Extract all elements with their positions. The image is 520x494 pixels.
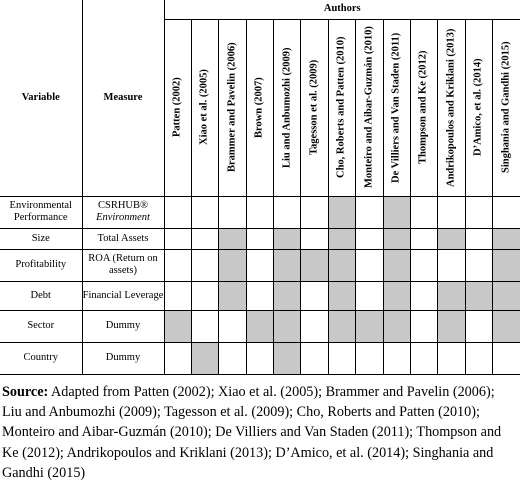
empty-cell	[493, 196, 520, 228]
variable-cell: Country	[0, 342, 82, 374]
marked-cell	[493, 281, 520, 310]
empty-cell	[410, 310, 437, 342]
author-header: Brammer and Pavelin (2006)	[219, 19, 246, 196]
marked-cell	[328, 249, 355, 281]
empty-cell	[301, 228, 328, 249]
table-header-row-authors	[0, 0, 520, 19]
measure-text: Dummy	[105, 352, 141, 364]
empty-cell	[410, 249, 437, 281]
marked-cell	[328, 281, 355, 310]
marked-cell	[383, 228, 410, 249]
empty-cell	[465, 249, 492, 281]
marked-cell	[328, 196, 355, 228]
table-row	[0, 281, 520, 310]
author-header: D’Amico, et al. (2014)	[465, 19, 492, 196]
empty-cell	[301, 281, 328, 310]
empty-cell	[274, 196, 301, 228]
variable-cell: Sector	[0, 310, 82, 342]
empty-cell	[465, 196, 492, 228]
empty-cell	[191, 249, 218, 281]
measure-cell	[82, 342, 164, 374]
empty-cell	[356, 342, 383, 374]
marked-cell	[328, 228, 355, 249]
measure-cell	[82, 196, 164, 228]
author-header: Singhania and Gandhi (2015)	[493, 19, 520, 196]
empty-cell	[410, 228, 437, 249]
variable-cell: Size	[0, 228, 82, 249]
marked-cell	[274, 342, 301, 374]
empty-cell	[356, 249, 383, 281]
marked-cell	[493, 249, 520, 281]
empty-cell	[356, 228, 383, 249]
author-header: Xiao et al. (2005)	[191, 19, 218, 196]
marked-cell	[383, 281, 410, 310]
empty-cell	[410, 342, 437, 374]
empty-cell	[328, 342, 355, 374]
table-row	[0, 342, 520, 374]
marked-cell	[246, 310, 273, 342]
measure-text: Total Assets	[97, 232, 149, 244]
measure-text: Financial Leverage	[82, 289, 164, 301]
table-row	[0, 228, 520, 249]
authors-header: Authors	[164, 0, 520, 19]
author-header: Liu and Anbumozhi (2009)	[274, 19, 301, 196]
marked-cell	[274, 281, 301, 310]
marked-cell	[274, 310, 301, 342]
empty-cell	[246, 196, 273, 228]
empty-cell	[383, 342, 410, 374]
empty-cell	[438, 342, 465, 374]
variable-cell: Debt	[0, 281, 82, 310]
variable-header: Variable	[0, 0, 82, 196]
marked-cell	[301, 249, 328, 281]
empty-cell	[246, 281, 273, 310]
empty-cell	[191, 196, 218, 228]
author-header: De Villiers and Van Staden (2011)	[383, 19, 410, 196]
marked-cell	[356, 310, 383, 342]
marked-cell	[383, 310, 410, 342]
marked-cell	[493, 310, 520, 342]
empty-cell	[191, 228, 218, 249]
measure-text: Dummy	[105, 320, 141, 332]
marked-cell	[383, 196, 410, 228]
empty-cell	[410, 196, 437, 228]
empty-cell	[191, 281, 218, 310]
variable-cell: Environmental Performance	[0, 196, 82, 228]
measure-cell	[82, 310, 164, 342]
empty-cell	[164, 196, 191, 228]
marked-cell	[438, 310, 465, 342]
empty-cell	[465, 310, 492, 342]
table-row	[0, 249, 520, 281]
marked-cell	[438, 281, 465, 310]
source-note	[2, 382, 516, 483]
empty-cell	[438, 196, 465, 228]
measure-text: CSRHUB®	[98, 199, 148, 211]
marked-cell	[465, 281, 492, 310]
table-row	[0, 310, 520, 342]
author-header: Tagesson et al. (2009)	[301, 19, 328, 196]
empty-cell	[301, 310, 328, 342]
author-header: Patten (2002)	[164, 19, 191, 196]
empty-cell	[493, 342, 520, 374]
measure-cell	[82, 281, 164, 310]
empty-cell	[191, 310, 218, 342]
table-body	[0, 196, 520, 375]
empty-cell	[164, 249, 191, 281]
measure-text: ROA (Return on assets)	[88, 253, 158, 277]
author-header: Andrikopoulos and Kriklani (2013)	[438, 19, 465, 196]
measure-header: Measure	[82, 0, 164, 196]
empty-cell	[438, 249, 465, 281]
measure-cell	[82, 228, 164, 249]
empty-cell	[465, 228, 492, 249]
empty-cell	[301, 342, 328, 374]
marked-cell	[274, 249, 301, 281]
author-header: Monteiro and Aibar-Guzmán (2010)	[356, 19, 383, 196]
marked-cell	[219, 228, 246, 249]
variable-cell: Profitability	[0, 249, 82, 281]
author-header: Brown (2007)	[246, 19, 273, 196]
empty-cell	[246, 249, 273, 281]
empty-cell	[164, 281, 191, 310]
measure-subtext: Environment	[96, 212, 150, 224]
author-header: Cho, Roberts and Patten (2010)	[328, 19, 355, 196]
marked-cell	[493, 228, 520, 249]
marked-cell	[438, 228, 465, 249]
empty-cell	[465, 342, 492, 374]
empty-cell	[219, 342, 246, 374]
marked-cell	[164, 310, 191, 342]
source-text: Adapted from Patten (2002); Xiao et al. (2005); Brammer and Pavelin (2006); Liu and Anbumozhi (2009); Tagesson et al. (2009); Cho, Roberts and Patten (2010); Monteiro and Aibar-Guzmán (2010); De Villiers and Van Staden (2011); Thompson and Ke (2012); Andrikopoulos and Kriklani (2013); D’Amico, et al. (2014); Singhania and Gandhi (2015)	[2, 384, 502, 481]
table-row	[0, 196, 520, 228]
marked-cell	[383, 249, 410, 281]
empty-cell	[164, 342, 191, 374]
empty-cell	[356, 281, 383, 310]
empty-cell	[164, 228, 191, 249]
marked-cell	[274, 228, 301, 249]
empty-cell	[246, 228, 273, 249]
empty-cell	[246, 342, 273, 374]
marked-cell	[191, 342, 218, 374]
empty-cell	[410, 281, 437, 310]
empty-cell	[301, 196, 328, 228]
author-header: Thompson and Ke (2012)	[410, 19, 437, 196]
measure-cell	[82, 249, 164, 281]
marked-cell	[219, 281, 246, 310]
empty-cell	[219, 196, 246, 228]
source-label: Source:	[2, 384, 49, 400]
empty-cell	[219, 310, 246, 342]
marked-cell	[219, 249, 246, 281]
marked-cell	[328, 310, 355, 342]
empty-cell	[356, 196, 383, 228]
